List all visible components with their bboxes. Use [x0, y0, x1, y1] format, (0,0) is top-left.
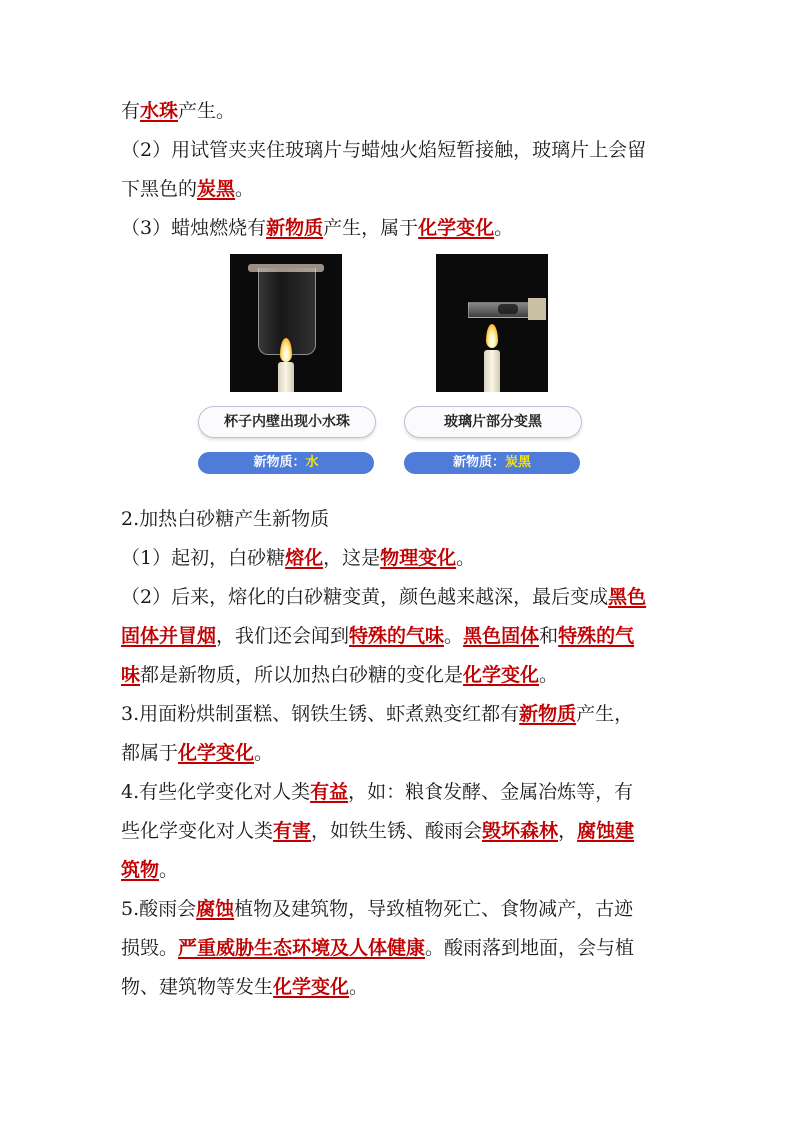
- text-run: 都是新物质，所以加热白砂糖的变化是: [140, 664, 464, 686]
- text-run: ，我们还会闻到: [216, 625, 350, 647]
- text-run: ，如铁生锈、酸雨会: [311, 820, 483, 842]
- text-run: 都属于: [121, 742, 179, 764]
- figure-caption: 玻璃片部分变黑: [404, 406, 582, 438]
- text-run: 。: [349, 976, 369, 998]
- text-line: [121, 617, 681, 656]
- text-run: （2）后来，熔化的白砂糖变黄，颜色越来越深，最后变成: [121, 586, 609, 608]
- text-run: 4.有些化学变化对人类: [121, 781, 311, 803]
- highlight-answer: 化学变化: [178, 742, 255, 764]
- highlight-answer: 固体并冒烟: [121, 625, 217, 647]
- text-line: [121, 131, 681, 170]
- new-substance-pill: [404, 452, 580, 474]
- highlight-answer: 化学变化: [463, 664, 540, 686]
- text-run: 下黑色的: [121, 178, 198, 200]
- highlight-answer: 熔化: [285, 547, 324, 569]
- text-run: ，如：粮食发酵、金属冶炼等，有: [348, 781, 634, 803]
- text-line: [121, 890, 681, 929]
- photo-glass-over-candle: [230, 254, 342, 392]
- text-line: [121, 92, 681, 131]
- photo-glass-slide-over-candle: [436, 254, 548, 392]
- figure-soot: [402, 254, 582, 474]
- text-run: 物、建筑物等发生: [121, 976, 274, 998]
- soot-mark: [498, 304, 518, 314]
- text-run: 。: [456, 547, 476, 569]
- highlight-answer: 物理变化: [380, 547, 457, 569]
- highlight-answer: 水珠: [140, 100, 179, 122]
- text-run: 2.加热白砂糖产生新物质: [121, 508, 330, 530]
- new-substance-pill: [198, 452, 374, 474]
- text-line: [121, 656, 681, 695]
- text-line: [121, 578, 681, 617]
- text-run: 产生。: [178, 100, 236, 122]
- highlight-answer: 化学变化: [418, 217, 495, 239]
- highlight-answer: 有益: [310, 781, 349, 803]
- highlight-answer: 特殊的气: [558, 625, 635, 647]
- text-run: 产生，属于: [323, 217, 419, 239]
- highlight-answer: 特殊的气味: [349, 625, 445, 647]
- text-run: 。酸雨落到地面，会与植: [425, 937, 635, 959]
- text-run: ，: [558, 820, 578, 842]
- text-line: [121, 968, 681, 1007]
- text-line: [121, 812, 681, 851]
- highlight-answer: 化学变化: [273, 976, 350, 998]
- highlight-answer: 腐蚀: [196, 898, 235, 920]
- text-line: [121, 170, 681, 209]
- text-run: （1）起初，白砂糖: [121, 547, 286, 569]
- text-run: 。: [539, 664, 559, 686]
- text-run: ，这是: [323, 547, 381, 569]
- document-page: [121, 92, 681, 1007]
- text-run: 。: [444, 625, 464, 647]
- pill-label: 新物质：: [253, 455, 306, 470]
- text-run: （3）蜡烛燃烧有: [121, 217, 267, 239]
- text-run: 有: [121, 100, 141, 122]
- pill-value: 炭黑: [505, 455, 532, 470]
- text-line: [121, 929, 681, 968]
- highlight-answer: 味: [121, 664, 141, 686]
- text-run: 些化学变化对人类: [121, 820, 274, 842]
- figure-water: [196, 254, 376, 474]
- text-block-candle: [121, 92, 681, 248]
- text-run: 。: [254, 742, 274, 764]
- highlight-answer: 黑色固体: [463, 625, 540, 647]
- tube-clamp: [528, 298, 546, 320]
- highlight-answer: 黑色: [608, 586, 647, 608]
- text-run: 损毁。: [121, 937, 179, 959]
- text-block-sugar-and-more: [121, 500, 681, 1007]
- highlight-answer: 筑物: [121, 859, 160, 881]
- text-line: [121, 851, 681, 890]
- text-line: [121, 500, 681, 539]
- candle-icon: [484, 350, 500, 392]
- text-run: 。: [159, 859, 179, 881]
- figure-row: [121, 254, 681, 494]
- highlight-answer: 新物质: [266, 217, 324, 239]
- text-run: 。: [235, 178, 255, 200]
- text-run: 和: [539, 625, 559, 647]
- highlight-answer: 有害: [273, 820, 312, 842]
- text-run: 产生，: [576, 703, 634, 725]
- text-line: [121, 773, 681, 812]
- highlight-answer: 炭黑: [197, 178, 236, 200]
- flame-icon: [486, 324, 498, 348]
- text-run: 。: [494, 217, 514, 239]
- highlight-answer: 新物质: [519, 703, 577, 725]
- pill-value: 水: [305, 455, 319, 470]
- text-run: 3.用面粉烘制蛋糕、钢铁生锈、虾煮熟变红都有: [121, 703, 520, 725]
- highlight-answer: 严重威胁生态环境及人体健康: [178, 937, 426, 959]
- text-run: 5.酸雨会: [121, 898, 197, 920]
- text-line: [121, 539, 681, 578]
- text-run: （2）用试管夹夹住玻璃片与蜡烛火焰短暂接触，玻璃片上会留: [121, 139, 647, 161]
- text-line: [121, 695, 681, 734]
- text-line: [121, 734, 681, 773]
- pill-label: 新物质：: [452, 455, 505, 470]
- highlight-answer: 毁坏森林: [482, 820, 559, 842]
- text-run: 植物及建筑物，导致植物死亡、食物减产，古迹: [234, 898, 634, 920]
- candle-icon: [278, 362, 294, 392]
- highlight-answer: 腐蚀建: [577, 820, 635, 842]
- figure-caption: 杯子内壁出现小水珠: [198, 406, 376, 438]
- text-line: [121, 209, 681, 248]
